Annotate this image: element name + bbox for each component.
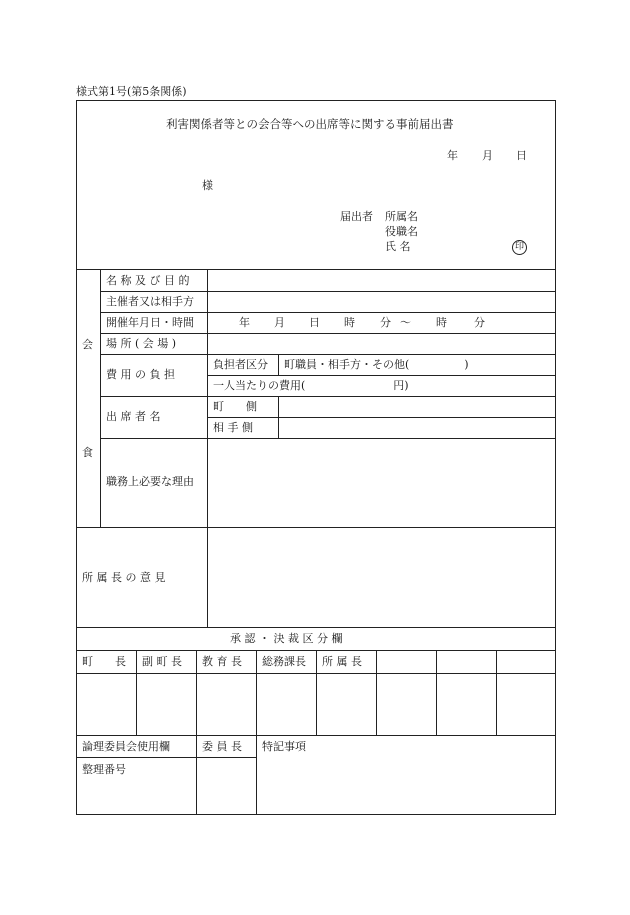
applicant-dept: 所属名	[385, 210, 418, 223]
rule	[76, 735, 556, 736]
cost-per-person: 一人当たりの費用( 円)	[213, 379, 409, 392]
row-label-attendees: 出 席 者 名	[106, 410, 161, 423]
rule	[76, 627, 556, 628]
datetime-minute2: 分	[474, 316, 485, 329]
rule	[100, 291, 556, 292]
row-label-reason: 職務上必要な理由	[106, 475, 194, 488]
section-label-kai: 会	[82, 338, 93, 351]
seal-mark: 印	[512, 240, 527, 255]
datetime-minute: 分	[380, 316, 391, 329]
rule	[207, 269, 208, 627]
applicant-name: 氏 名	[385, 240, 411, 253]
rule	[100, 438, 556, 439]
row-label-venue: 場 所 ( 会 場 )	[106, 337, 177, 350]
rule	[196, 650, 197, 815]
rule	[278, 354, 279, 375]
special-notes-label: 特記事項	[262, 740, 306, 753]
row-label-datetime: 開催年月日・時間	[106, 316, 194, 329]
approval-col-general-affairs: 総務課長	[262, 655, 306, 668]
section-label-shoku: 食	[82, 446, 93, 459]
approval-col-dept-head: 所 属 長	[322, 655, 362, 668]
rule	[76, 269, 556, 270]
cost-bearer-value: 町職員・相手方・その他( )	[284, 358, 469, 371]
rule	[76, 757, 256, 758]
rule	[376, 650, 377, 735]
datetime-day: 日	[309, 316, 320, 329]
approval-col-mayor: 町 長	[82, 655, 126, 668]
rule	[256, 650, 257, 815]
datetime-tilde: ～	[400, 316, 411, 329]
row-label-host: 主催者又は相手方	[106, 295, 194, 308]
rule	[100, 333, 556, 334]
datetime-month: 月	[274, 316, 285, 329]
date-year: 年	[447, 149, 458, 162]
rule	[436, 650, 437, 735]
rule	[100, 269, 101, 527]
serial-number-label: 整理番号	[82, 763, 126, 776]
rule	[100, 396, 556, 397]
approval-header: 承 認 ・ 決 裁 区 分 欄	[230, 632, 343, 645]
form-title: 利害関係者等との会合等への出席等に関する事前届出書	[166, 117, 454, 131]
rule	[207, 375, 556, 376]
form-number: 様式第1号(第5条関係)	[76, 85, 187, 98]
rule	[496, 650, 497, 735]
rule	[316, 650, 317, 735]
rule	[100, 312, 556, 313]
addressee-suffix: 様	[202, 179, 213, 192]
ethics-committee-label: 論理委員会使用欄	[82, 740, 170, 753]
applicant-label: 届出者	[340, 210, 373, 223]
datetime-year: 年	[239, 316, 250, 329]
row-label-cost: 費 用 の 負 担	[106, 368, 175, 381]
rule	[76, 527, 556, 528]
supervisor-opinion-label: 所 属 長 の 意 見	[82, 571, 166, 584]
rule	[100, 354, 556, 355]
cost-bearer-label: 負担者区分	[213, 358, 268, 371]
row-label-name-purpose: 名 称 及 び 目 的	[106, 274, 190, 287]
rule	[207, 417, 556, 418]
datetime-hour: 時	[344, 316, 355, 329]
datetime-hour2: 時	[436, 316, 447, 329]
date-day: 日	[516, 149, 527, 162]
rule	[136, 650, 137, 735]
approval-col-superintendent: 教 育 長	[202, 655, 242, 668]
attendees-partner-side: 相 手 側	[213, 421, 253, 434]
date-month: 月	[482, 149, 493, 162]
approval-col-deputy-mayor: 副 町 長	[142, 655, 182, 668]
rule	[278, 396, 279, 438]
attendees-town-side: 町 側	[213, 400, 257, 413]
ethics-chair-label: 委 員 長	[202, 740, 242, 753]
applicant-position: 役職名	[385, 225, 418, 238]
